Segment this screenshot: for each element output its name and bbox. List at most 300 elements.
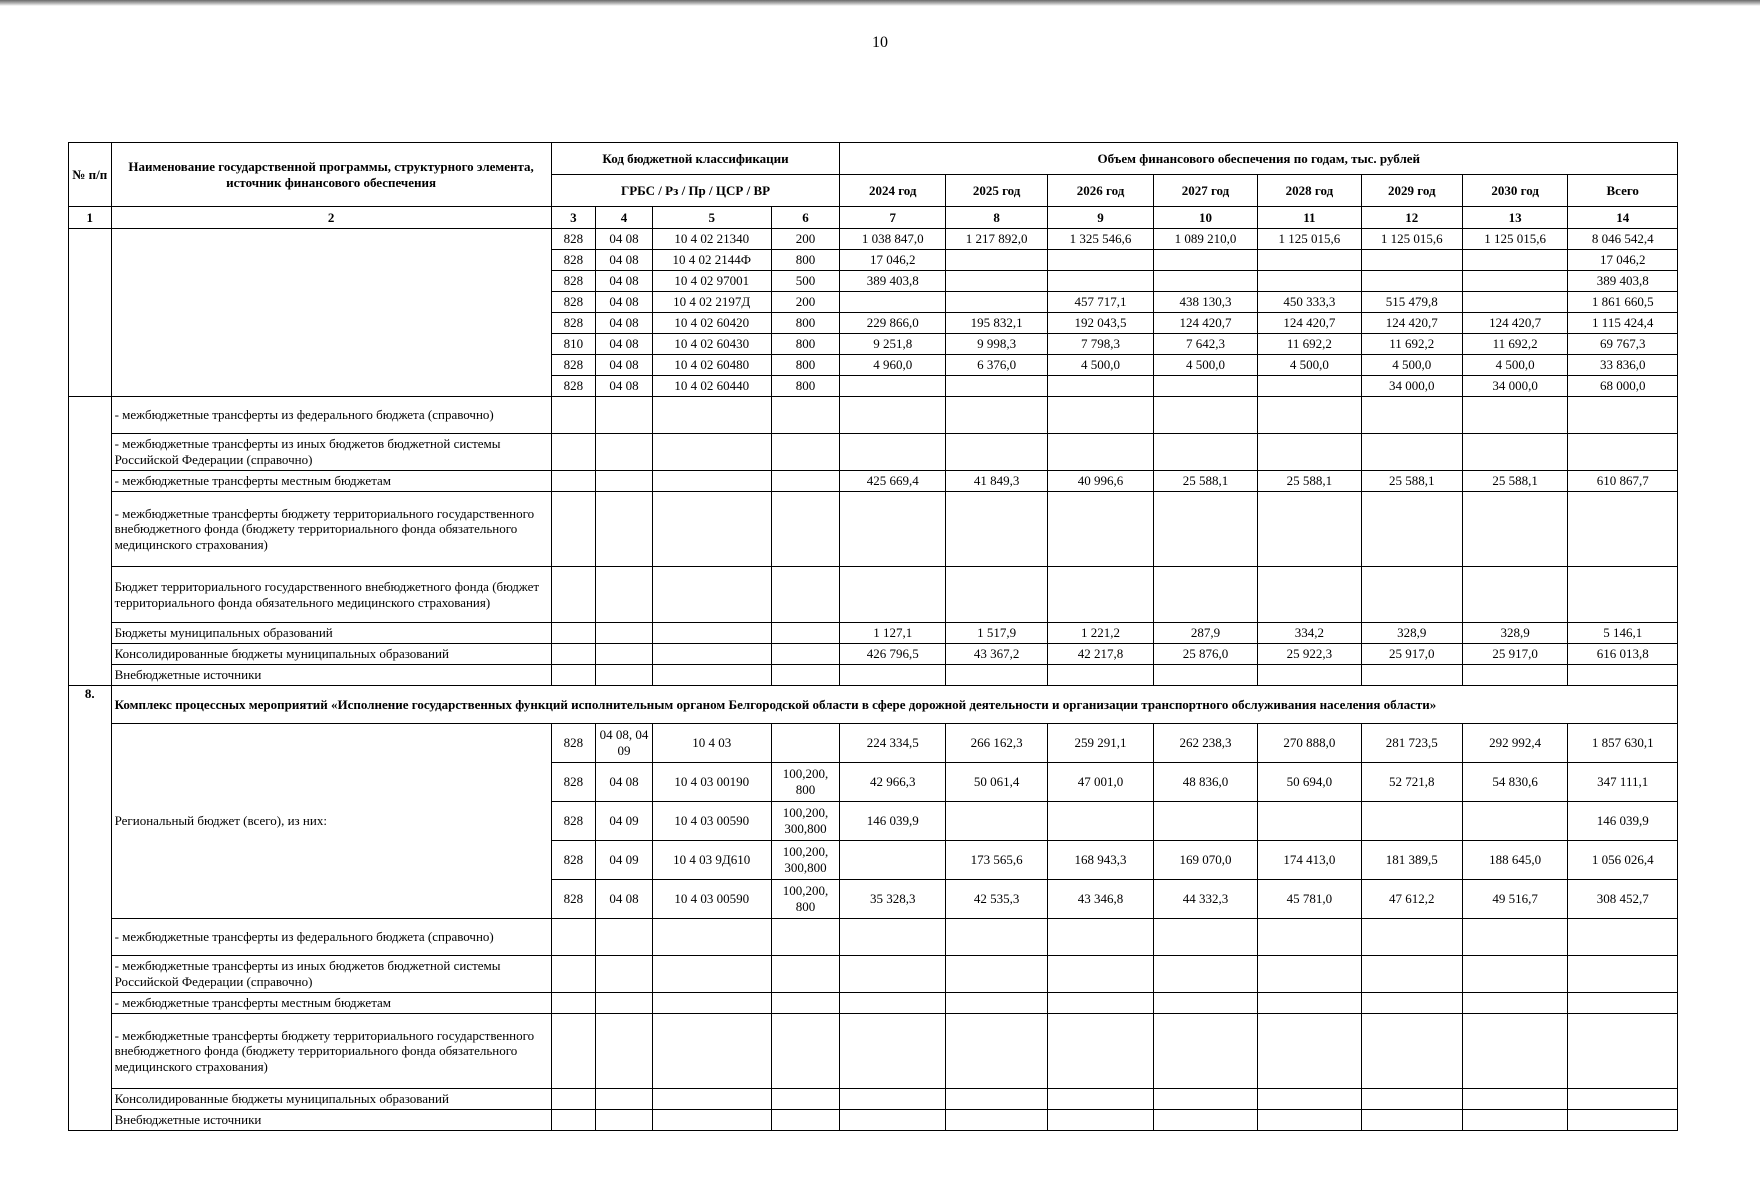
col-number: 6 <box>771 207 840 229</box>
value-cell <box>1361 919 1462 956</box>
rz-cell <box>596 919 653 956</box>
value-cell: 11 692,2 <box>1462 334 1567 355</box>
value-cell: 1 125 015,6 <box>1361 229 1462 250</box>
rz-cell <box>596 623 653 644</box>
source-name-cell: - межбюджетные трансферты из иных бюджетов бюджетной системы Российской Федерации (справочно) <box>111 956 551 993</box>
value-cell <box>1153 271 1257 292</box>
col-number: 4 <box>596 207 653 229</box>
value-cell: 50 694,0 <box>1258 763 1361 802</box>
total-cell <box>1568 1110 1678 1131</box>
vr-cell: 800 <box>771 355 840 376</box>
value-cell: 266 162,3 <box>945 724 1047 763</box>
value-cell <box>1361 567 1462 623</box>
value-cell <box>840 397 945 434</box>
source-name-cell: - межбюджетные трансферты местным бюджетам <box>111 471 551 492</box>
row-name-cell <box>111 229 551 397</box>
rz-cell <box>596 1089 653 1110</box>
vr-cell <box>771 1110 840 1131</box>
header-year: 2028 год <box>1258 175 1361 207</box>
value-cell: 40 996,6 <box>1048 471 1153 492</box>
vr-cell <box>771 665 840 686</box>
value-cell <box>945 919 1047 956</box>
value-cell: 25 588,1 <box>1153 471 1257 492</box>
grbs-cell <box>551 623 596 644</box>
total-cell: 347 111,1 <box>1568 763 1678 802</box>
value-cell <box>1462 1110 1567 1131</box>
col-number: 14 <box>1568 207 1678 229</box>
value-cell <box>1361 271 1462 292</box>
value-cell: 42 217,8 <box>1048 644 1153 665</box>
total-cell: 1 056 026,4 <box>1568 841 1678 880</box>
value-cell: 124 420,7 <box>1153 313 1257 334</box>
value-cell: 25 588,1 <box>1258 471 1361 492</box>
col-number: 7 <box>840 207 945 229</box>
value-cell: 457 717,1 <box>1048 292 1153 313</box>
rz-cell <box>596 665 653 686</box>
value-cell: 146 039,9 <box>840 802 945 841</box>
value-cell <box>1462 1014 1567 1089</box>
grbs-cell: 828 <box>551 271 596 292</box>
table-row <box>69 724 1678 763</box>
value-cell: 181 389,5 <box>1361 841 1462 880</box>
value-cell <box>1153 993 1257 1014</box>
col-number: 8 <box>945 207 1047 229</box>
rz-cell: 04 08 <box>596 229 653 250</box>
value-cell <box>1462 492 1567 567</box>
value-cell <box>1153 492 1257 567</box>
value-cell: 54 830,6 <box>1462 763 1567 802</box>
vr-cell: 800 <box>771 334 840 355</box>
value-cell <box>1048 1089 1153 1110</box>
header-year: 2025 год <box>945 175 1047 207</box>
value-cell <box>945 567 1047 623</box>
value-cell: 11 692,2 <box>1361 334 1462 355</box>
value-cell <box>840 567 945 623</box>
value-cell <box>945 802 1047 841</box>
vr-cell <box>771 956 840 993</box>
value-cell <box>945 271 1047 292</box>
vr-cell: 500 <box>771 271 840 292</box>
value-cell: 42 966,3 <box>840 763 945 802</box>
rz-cell <box>596 397 653 434</box>
value-cell <box>945 376 1047 397</box>
value-cell <box>1361 802 1462 841</box>
total-cell: 308 452,7 <box>1568 880 1678 919</box>
grbs-cell: 828 <box>551 250 596 271</box>
vr-cell: 800 <box>771 250 840 271</box>
source-row <box>69 1110 1678 1131</box>
value-cell: 188 645,0 <box>1462 841 1567 880</box>
value-cell <box>1462 802 1567 841</box>
section-title-cell: Комплекс процессных мероприятий «Исполнение государственных функций исполнительным органом Белгородской области в сфере дорожной деятельности и организации транспортного обслуживания населения области» <box>111 686 1677 724</box>
source-row <box>69 623 1678 644</box>
csr-cell <box>652 956 771 993</box>
rz-cell <box>596 993 653 1014</box>
value-cell <box>1361 250 1462 271</box>
header-num: № п/п <box>69 143 112 207</box>
value-cell <box>1258 993 1361 1014</box>
col-number: 12 <box>1361 207 1462 229</box>
section-title-row <box>69 686 1678 724</box>
value-cell <box>1361 1089 1462 1110</box>
value-cell: 25 922,3 <box>1258 644 1361 665</box>
csr-cell: 10 4 02 2144Ф <box>652 250 771 271</box>
value-cell <box>1258 271 1361 292</box>
grbs-cell: 828 <box>551 355 596 376</box>
total-cell: 68 000,0 <box>1568 376 1678 397</box>
value-cell: 25 876,0 <box>1153 644 1257 665</box>
rz-cell: 04 08 <box>596 292 653 313</box>
grbs-cell: 810 <box>551 334 596 355</box>
value-cell: 9 251,8 <box>840 334 945 355</box>
value-cell <box>1258 919 1361 956</box>
grbs-cell: 828 <box>551 292 596 313</box>
value-cell <box>1462 434 1567 471</box>
vr-cell <box>771 397 840 434</box>
value-cell <box>1048 567 1153 623</box>
value-cell <box>1258 250 1361 271</box>
value-cell: 25 917,0 <box>1462 644 1567 665</box>
total-cell: 1 861 660,5 <box>1568 292 1678 313</box>
value-cell: 34 000,0 <box>1462 376 1567 397</box>
value-cell <box>1153 250 1257 271</box>
total-cell: 146 039,9 <box>1568 802 1678 841</box>
value-cell: 48 836,0 <box>1153 763 1257 802</box>
csr-cell: 10 4 02 21340 <box>652 229 771 250</box>
rz-cell: 04 09 <box>596 841 653 880</box>
value-cell <box>945 292 1047 313</box>
value-cell <box>1462 956 1567 993</box>
total-cell <box>1568 919 1678 956</box>
total-cell: 616 013,8 <box>1568 644 1678 665</box>
value-cell: 47 612,2 <box>1361 880 1462 919</box>
value-cell: 44 332,3 <box>1153 880 1257 919</box>
value-cell: 124 420,7 <box>1258 313 1361 334</box>
value-cell <box>840 919 945 956</box>
value-cell: 49 516,7 <box>1462 880 1567 919</box>
value-cell <box>1258 376 1361 397</box>
header-kbk-sub: ГРБС / Рз / Пр / ЦСР / ВР <box>551 175 840 207</box>
value-cell <box>1153 397 1257 434</box>
value-cell <box>1462 271 1567 292</box>
grbs-cell <box>551 471 596 492</box>
vr-cell: 200 <box>771 229 840 250</box>
total-cell: 69 767,3 <box>1568 334 1678 355</box>
vr-cell <box>771 919 840 956</box>
csr-cell <box>652 1110 771 1131</box>
total-cell <box>1568 1014 1678 1089</box>
source-row <box>69 644 1678 665</box>
grbs-cell: 828 <box>551 880 596 919</box>
csr-cell: 10 4 03 00190 <box>652 763 771 802</box>
value-cell <box>1153 1089 1257 1110</box>
value-cell: 45 781,0 <box>1258 880 1361 919</box>
header-volume: Объем финансового обеспечения по годам, тыс. рублей <box>840 143 1678 175</box>
value-cell <box>1462 292 1567 313</box>
value-cell <box>1048 919 1153 956</box>
value-cell: 1 038 847,0 <box>840 229 945 250</box>
grbs-cell <box>551 492 596 567</box>
section-number-cell: 8. <box>69 686 112 1131</box>
value-cell: 450 333,3 <box>1258 292 1361 313</box>
source-name-cell: Бюджеты муниципальных образований <box>111 623 551 644</box>
grbs-cell <box>551 919 596 956</box>
source-name-cell: - межбюджетные трансферты бюджету территориального государственного внебюджетного фонда (бюджету территориального фонда обязательного медицинского страхования) <box>111 492 551 567</box>
header-kbk: Код бюджетной классификации <box>551 143 840 175</box>
value-cell <box>1258 1110 1361 1131</box>
value-cell: 43 346,8 <box>1048 880 1153 919</box>
value-cell: 25 917,0 <box>1361 644 1462 665</box>
csr-cell <box>652 567 771 623</box>
budget-table <box>68 142 1678 1131</box>
rz-cell <box>596 567 653 623</box>
value-cell: 47 001,0 <box>1048 763 1153 802</box>
value-cell <box>945 1089 1047 1110</box>
source-name-cell: - межбюджетные трансферты местным бюджетам <box>111 993 551 1014</box>
value-cell: 281 723,5 <box>1361 724 1462 763</box>
header-year: 2030 год <box>1462 175 1567 207</box>
grbs-cell: 828 <box>551 763 596 802</box>
total-cell: 1 115 424,4 <box>1568 313 1678 334</box>
value-cell: 17 046,2 <box>840 250 945 271</box>
value-cell <box>1361 1110 1462 1131</box>
value-cell: 4 500,0 <box>1258 355 1361 376</box>
value-cell <box>945 250 1047 271</box>
rz-cell: 04 08 <box>596 355 653 376</box>
rz-cell: 04 08, 04 09 <box>596 724 653 763</box>
value-cell <box>1048 993 1153 1014</box>
value-cell <box>1153 1014 1257 1089</box>
source-name-cell: - межбюджетные трансферты бюджету территориального государственного внебюджетного фонда (бюджету территориального фонда обязательного медицинского страхования) <box>111 1014 551 1089</box>
csr-cell: 10 4 02 60420 <box>652 313 771 334</box>
total-cell <box>1568 665 1678 686</box>
csr-cell <box>652 919 771 956</box>
col-number: 9 <box>1048 207 1153 229</box>
rz-cell <box>596 471 653 492</box>
grbs-cell <box>551 397 596 434</box>
value-cell: 9 998,3 <box>945 334 1047 355</box>
value-cell: 25 588,1 <box>1462 471 1567 492</box>
value-cell <box>1258 492 1361 567</box>
grbs-cell <box>551 665 596 686</box>
value-cell: 425 669,4 <box>840 471 945 492</box>
source-name-cell: Консолидированные бюджеты муниципальных образований <box>111 644 551 665</box>
vr-cell: 100,200, 800 <box>771 763 840 802</box>
value-cell: 25 588,1 <box>1361 471 1462 492</box>
vr-cell: 800 <box>771 313 840 334</box>
rz-cell <box>596 1110 653 1131</box>
grbs-cell <box>551 644 596 665</box>
value-cell <box>840 492 945 567</box>
value-cell: 124 420,7 <box>1361 313 1462 334</box>
value-cell: 124 420,7 <box>1462 313 1567 334</box>
total-cell: 1 857 630,1 <box>1568 724 1678 763</box>
value-cell: 6 376,0 <box>945 355 1047 376</box>
regional-budget-label: Региональный бюджет (всего), из них: <box>111 724 551 919</box>
value-cell: 50 061,4 <box>945 763 1047 802</box>
source-row <box>69 434 1678 471</box>
total-cell: 610 867,7 <box>1568 471 1678 492</box>
value-cell: 7 798,3 <box>1048 334 1153 355</box>
col-number: 10 <box>1153 207 1257 229</box>
source-row <box>69 956 1678 993</box>
source-row <box>69 397 1678 434</box>
total-cell: 5 146,1 <box>1568 623 1678 644</box>
source-name-cell: Внебюджетные источники <box>111 665 551 686</box>
value-cell: 1 217 892,0 <box>945 229 1047 250</box>
source-name-cell: - межбюджетные трансферты из федерального бюджета (справочно) <box>111 397 551 434</box>
value-cell <box>1153 919 1257 956</box>
source-row <box>69 471 1678 492</box>
value-cell <box>1048 250 1153 271</box>
value-cell <box>1462 1089 1567 1110</box>
value-cell <box>1258 956 1361 993</box>
csr-cell <box>652 1014 771 1089</box>
source-name-cell: Внебюджетные источники <box>111 1110 551 1131</box>
total-cell <box>1568 993 1678 1014</box>
value-cell: 292 992,4 <box>1462 724 1567 763</box>
value-cell: 4 500,0 <box>1153 355 1257 376</box>
value-cell <box>1153 567 1257 623</box>
value-cell <box>1048 376 1153 397</box>
value-cell <box>1462 397 1567 434</box>
source-row <box>69 993 1678 1014</box>
value-cell <box>1462 919 1567 956</box>
value-cell <box>840 1110 945 1131</box>
value-cell <box>1153 434 1257 471</box>
value-cell: 229 866,0 <box>840 313 945 334</box>
value-cell <box>945 665 1047 686</box>
header-year: 2029 год <box>1361 175 1462 207</box>
row-number-cell <box>69 229 112 397</box>
table-row <box>69 229 1678 250</box>
rz-cell: 04 08 <box>596 880 653 919</box>
header-total: Всего <box>1568 175 1678 207</box>
value-cell <box>1462 250 1567 271</box>
source-row <box>69 1014 1678 1089</box>
value-cell: 1 089 210,0 <box>1153 229 1257 250</box>
header-year: 2026 год <box>1048 175 1153 207</box>
value-cell <box>840 1089 945 1110</box>
csr-cell <box>652 644 771 665</box>
row-number-cell <box>69 397 112 686</box>
total-cell <box>1568 1089 1678 1110</box>
grbs-cell <box>551 1110 596 1131</box>
grbs-cell: 828 <box>551 313 596 334</box>
value-cell: 4 960,0 <box>840 355 945 376</box>
col-number: 5 <box>652 207 771 229</box>
value-cell: 195 832,1 <box>945 313 1047 334</box>
grbs-cell: 828 <box>551 229 596 250</box>
value-cell: 1 325 546,6 <box>1048 229 1153 250</box>
csr-cell <box>652 665 771 686</box>
total-cell: 389 403,8 <box>1568 271 1678 292</box>
value-cell: 1 125 015,6 <box>1258 229 1361 250</box>
grbs-cell <box>551 993 596 1014</box>
rz-cell <box>596 644 653 665</box>
csr-cell: 10 4 02 60430 <box>652 334 771 355</box>
header-year: 2024 год <box>840 175 945 207</box>
value-cell <box>1153 802 1257 841</box>
csr-cell: 10 4 02 60440 <box>652 376 771 397</box>
value-cell: 34 000,0 <box>1361 376 1462 397</box>
value-cell <box>945 1014 1047 1089</box>
value-cell: 328,9 <box>1462 623 1567 644</box>
table-body <box>69 229 1678 1131</box>
total-cell <box>1568 434 1678 471</box>
value-cell <box>840 665 945 686</box>
value-cell <box>1462 993 1567 1014</box>
grbs-cell <box>551 434 596 471</box>
col-number: 13 <box>1462 207 1567 229</box>
value-cell <box>840 993 945 1014</box>
value-cell <box>840 292 945 313</box>
value-cell <box>1258 397 1361 434</box>
value-cell <box>1048 802 1153 841</box>
value-cell <box>1153 1110 1257 1131</box>
value-cell <box>945 1110 1047 1131</box>
rz-cell <box>596 1014 653 1089</box>
value-cell <box>1048 397 1153 434</box>
value-cell: 328,9 <box>1361 623 1462 644</box>
source-row <box>69 1089 1678 1110</box>
vr-cell: 100,200, 300,800 <box>771 841 840 880</box>
value-cell <box>1462 665 1567 686</box>
csr-cell: 10 4 02 97001 <box>652 271 771 292</box>
value-cell <box>1048 492 1153 567</box>
value-cell <box>1048 665 1153 686</box>
value-cell <box>840 1014 945 1089</box>
vr-cell <box>771 1089 840 1110</box>
grbs-cell: 828 <box>551 724 596 763</box>
csr-cell <box>652 623 771 644</box>
value-cell <box>1048 271 1153 292</box>
value-cell: 7 642,3 <box>1153 334 1257 355</box>
csr-cell: 10 4 02 60480 <box>652 355 771 376</box>
value-cell: 173 565,6 <box>945 841 1047 880</box>
value-cell: 270 888,0 <box>1258 724 1361 763</box>
value-cell: 4 500,0 <box>1361 355 1462 376</box>
value-cell: 438 130,3 <box>1153 292 1257 313</box>
csr-cell <box>652 1089 771 1110</box>
value-cell: 1 517,9 <box>945 623 1047 644</box>
value-cell <box>945 397 1047 434</box>
value-cell <box>1361 434 1462 471</box>
column-number-row <box>69 207 1678 229</box>
value-cell <box>1048 1014 1153 1089</box>
rz-cell <box>596 434 653 471</box>
value-cell: 169 070,0 <box>1153 841 1257 880</box>
vr-cell <box>771 492 840 567</box>
value-cell <box>1153 376 1257 397</box>
source-row <box>69 919 1678 956</box>
value-cell: 174 413,0 <box>1258 841 1361 880</box>
value-cell: 515 479,8 <box>1361 292 1462 313</box>
rz-cell <box>596 956 653 993</box>
grbs-cell <box>551 956 596 993</box>
value-cell: 4 500,0 <box>1048 355 1153 376</box>
csr-cell <box>652 492 771 567</box>
value-cell <box>1153 956 1257 993</box>
rz-cell: 04 08 <box>596 313 653 334</box>
rz-cell: 04 08 <box>596 250 653 271</box>
value-cell <box>945 956 1047 993</box>
rz-cell: 04 08 <box>596 271 653 292</box>
value-cell <box>1258 1089 1361 1110</box>
source-row <box>69 567 1678 623</box>
total-cell <box>1568 397 1678 434</box>
vr-cell: 100,200, 300,800 <box>771 802 840 841</box>
